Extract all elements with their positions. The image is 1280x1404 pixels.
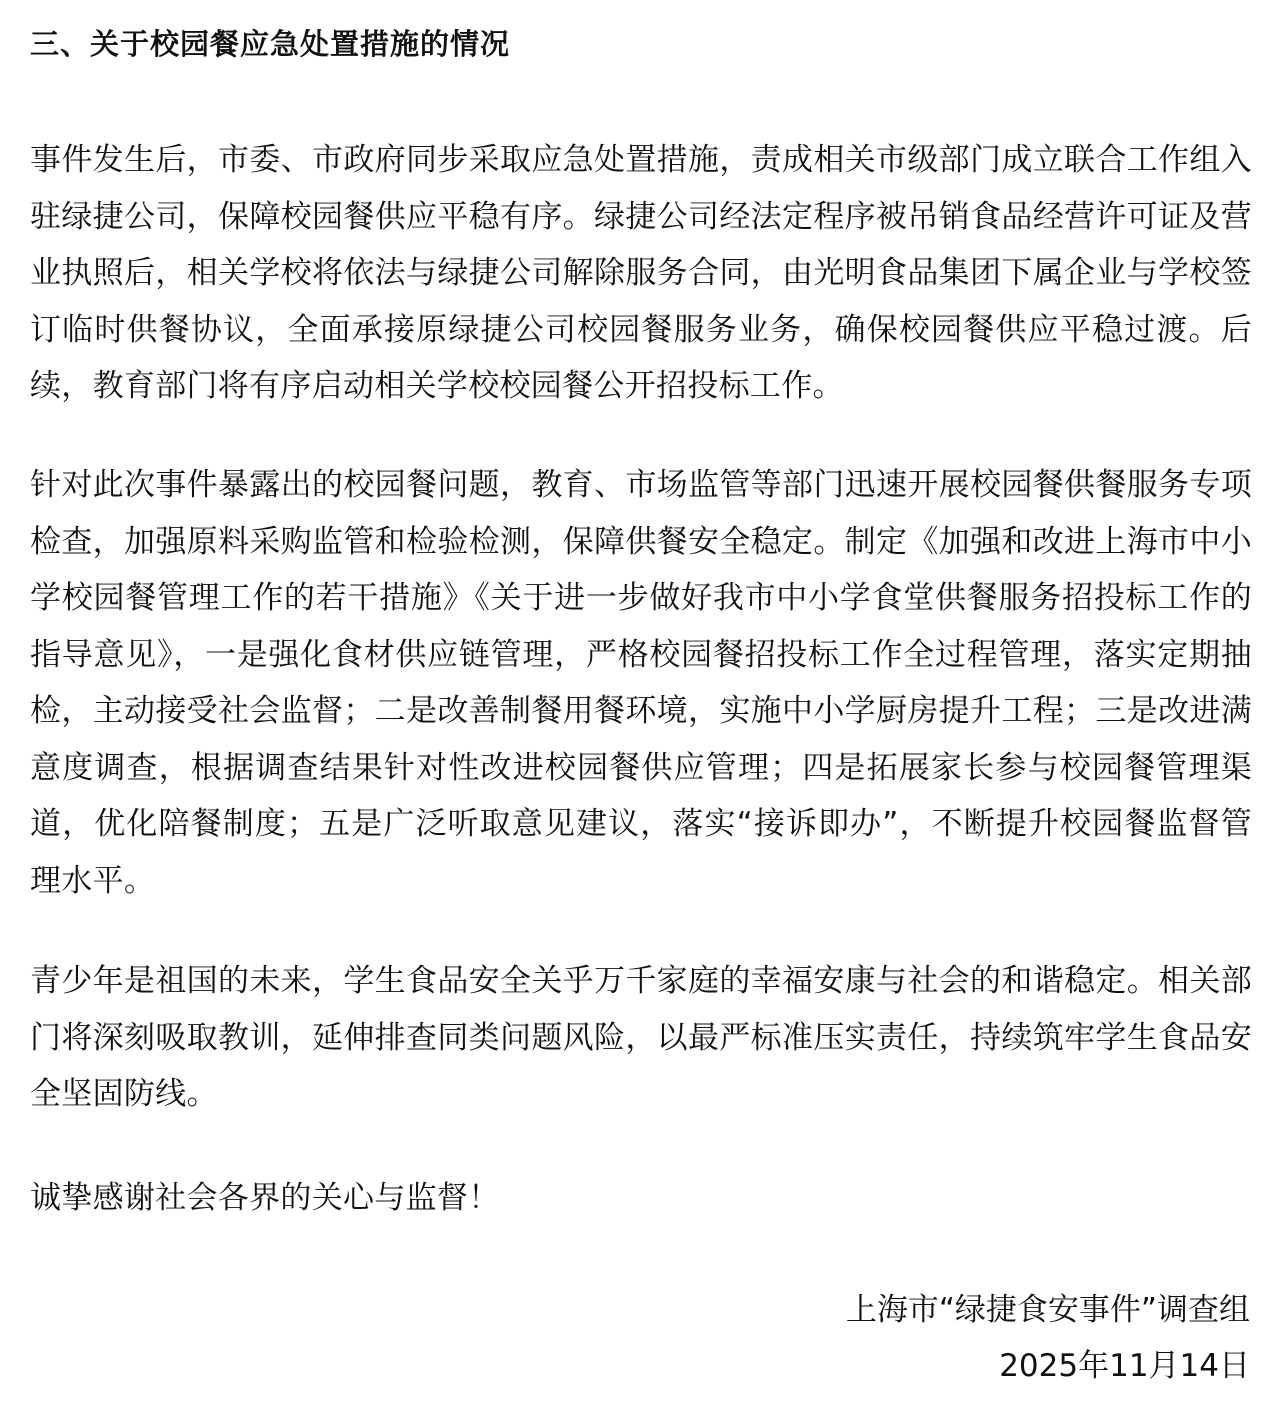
paragraph-thanks: 诚挚感谢社会各界的关心与监督！ — [30, 1180, 500, 1216]
signature-organization: 上海市“绿捷食安事件”调查组 — [845, 1292, 1250, 1328]
signature-date: 2025年11月14日 — [999, 1348, 1250, 1384]
paragraph-emergency-measures: 事件发生后，市委、市政府同步采取应急处置措施，责成相关市级部门成立联合工作组入驻绿捷公司，保障校园餐供应平稳有序。绿捷公司经法定程序被吊销食品经营许可证及营业执照后，相关学校将依法与绿捷公司解除服务合同，由光明食品集团下属企业与学校签订临时供餐协议，全面承接原绿捷公司校园餐服务业务，确保校园餐供应平稳过渡。后续，教育部门将有序启动相关学校校园餐公开招投标工作。 — [30, 142, 1252, 404]
section-heading: 三、关于校园餐应急处置措施的情况 — [30, 27, 511, 61]
paragraph-youth-safety: 青少年是祖国的未来，学生食品安全关乎万千家庭的幸福安康与社会的和谐稳定。相关部门将深刻吸取教训，延伸排查同类问题风险，以最严标准压实责任，持续筑牢学生食品安全坚固防线。 — [30, 963, 1252, 1112]
paragraph-inspection-measures: 针对此次事件暴露出的校园餐问题，教育、市场监管等部门迅速开展校园餐供餐服务专项检查，加强原料采购监管和检验检测，保障供餐安全稳定。制定《加强和改进上海市中小学校园餐管理工作的若干措施》《关于进一步做好我市中小学食堂供餐服务招投标工作的指导意见》，一是强化食材供应链管理，严格校园餐招投标工作全过程管理，落实定期抽检，主动接受社会监督；二是改善制餐用餐环境，实施中小学厨房提升工程；三是改进满意度调查，根据调查结果针对性改进校园餐供应管理；四是拓展家长参与校园餐管理渠道，优化陪餐制度；五是广泛听取意见建议，落实“接诉即办”，不断提升校园餐监督管理水平。 — [30, 467, 1252, 899]
